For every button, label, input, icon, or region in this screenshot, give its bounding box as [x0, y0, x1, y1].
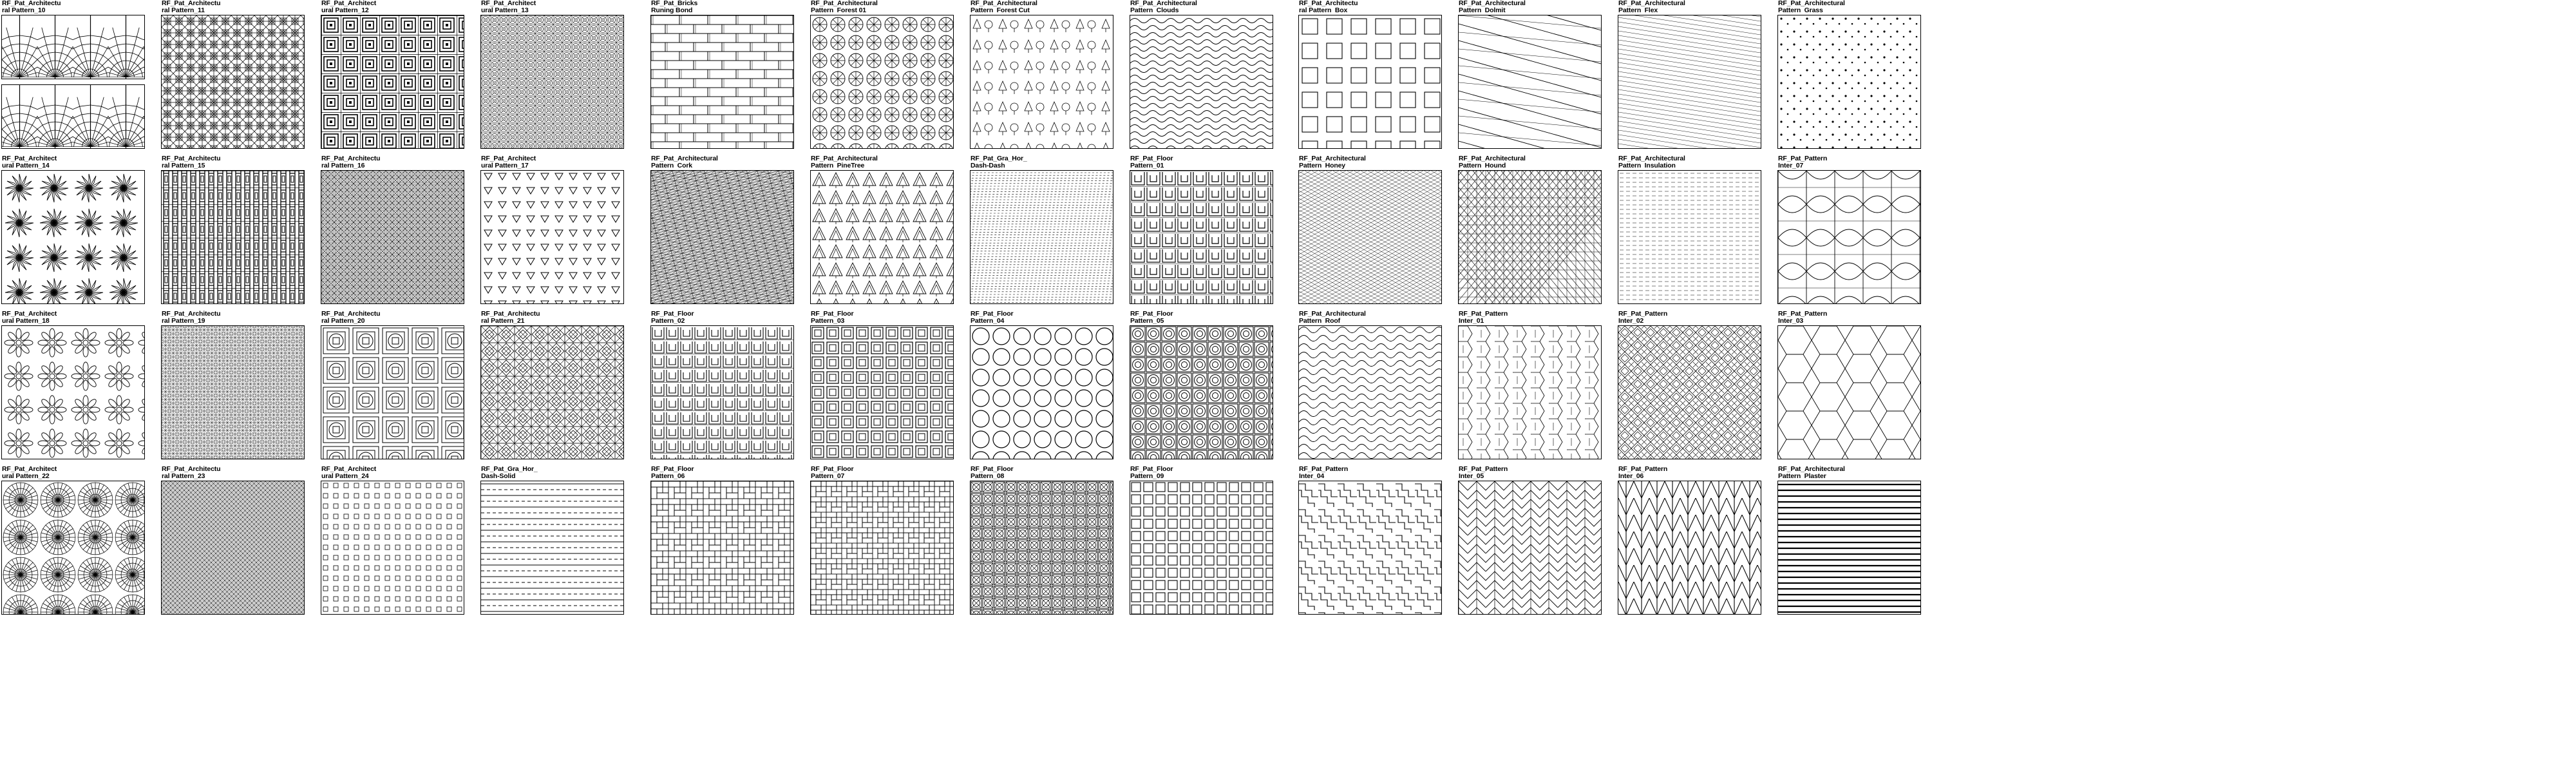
pattern-cell[interactable]: [1, 0, 151, 155]
pattern-item-name: Pattern_08: [971, 472, 1005, 481]
pattern-cell[interactable]: [161, 311, 310, 466]
pattern-item-name: Pattern PineTree: [811, 162, 865, 170]
pattern-family-name: RF_Pat_Architectural: [1459, 155, 1526, 162]
pattern-family-name: RF_Pat_Pattern: [1299, 465, 1349, 473]
pattern-swatch[interactable]: [970, 170, 1113, 304]
pattern-swatch[interactable]: [161, 481, 305, 615]
pattern-cell[interactable]: [650, 311, 800, 466]
pattern-item-name: Pattern Plaster: [1778, 472, 1826, 481]
pattern-swatch[interactable]: [1, 170, 145, 304]
pattern-label: [1298, 466, 1448, 481]
pattern-swatch[interactable]: [650, 170, 794, 304]
pattern-family-name: RF_Pat_Architect: [2, 310, 57, 318]
pattern-label: [650, 155, 800, 170]
pattern-cell[interactable]: [970, 155, 1119, 311]
pattern-item-name: Inter_05: [1459, 472, 1484, 481]
pattern-cell[interactable]: [161, 155, 310, 311]
pattern-swatch[interactable]: [1298, 170, 1442, 304]
pattern-cell[interactable]: [810, 466, 960, 621]
pattern-family-name: RF_Pat_Architectural: [1459, 0, 1526, 7]
pattern-label: [1130, 0, 1279, 15]
pattern-family-name: RF_Pat_Architectural: [811, 0, 878, 7]
pattern-cell[interactable]: [970, 0, 1119, 155]
pattern-label: [1777, 0, 1927, 15]
pattern-label: [161, 155, 310, 170]
pattern-cell[interactable]: [1777, 0, 1927, 155]
pattern-item-name: Pattern Clouds: [1130, 6, 1179, 15]
pattern-item-name: Pattern Grass: [1778, 6, 1823, 15]
pattern-label: [970, 155, 1119, 170]
pattern-family-name: RF_Pat_Pattern: [1459, 465, 1508, 473]
pattern-item-name: ural Pattern_17: [481, 162, 529, 170]
pattern-family-name: RF_Pat_Floor: [971, 465, 1014, 473]
pattern-cell[interactable]: [1777, 311, 1927, 466]
pattern-swatch[interactable]: [1618, 15, 1761, 149]
pattern-swatch[interactable]: [1777, 325, 1921, 459]
pattern-item-name: ral Pattern Box: [1299, 6, 1348, 15]
pattern-cell[interactable]: [1777, 155, 1927, 311]
pattern-label: [321, 0, 470, 15]
pattern-item-name: ral Pattern_11: [162, 6, 205, 15]
pattern-cell[interactable]: [161, 466, 310, 621]
pattern-label: [810, 311, 960, 325]
pattern-label: [321, 466, 470, 481]
pattern-swatch[interactable]: [810, 325, 954, 459]
pattern-family-name: RF_Pat_Architectural: [811, 155, 878, 162]
pattern-item-name: Inter_07: [1778, 162, 1804, 170]
pattern-item-name: ural Pattern_18: [2, 317, 50, 325]
pattern-swatch[interactable]: [480, 15, 624, 149]
pattern-swatch[interactable]: [970, 325, 1113, 459]
pattern-swatch[interactable]: [1618, 325, 1761, 459]
pattern-family-name: RF_Pat_Floor: [1130, 155, 1173, 162]
pattern-cell[interactable]: [1130, 155, 1279, 311]
pattern-family-name: RF_Pat_Floor: [651, 465, 694, 473]
pattern-label: [1, 0, 151, 15]
pattern-swatch-top: [1, 15, 145, 79]
pattern-item-name: Runing Bond: [651, 6, 693, 15]
pattern-swatch[interactable]: [1777, 15, 1921, 149]
pattern-swatch[interactable]: [650, 325, 794, 459]
pattern-item-name: ural Pattern_14: [2, 162, 50, 170]
pattern-family-name: RF_Pat_Floor: [651, 310, 694, 318]
pattern-family-name: RF_Pat_Architectu: [162, 0, 221, 7]
pattern-item-name: Pattern Flex: [1618, 6, 1658, 15]
pattern-cell[interactable]: [1, 155, 151, 311]
pattern-item-name: Inter_01: [1459, 317, 1484, 325]
pattern-item-name: ural Pattern_13: [481, 6, 529, 15]
pattern-family-name: RF_Pat_Architectural: [1618, 0, 1685, 7]
pattern-family-name: RF_Pat_Floor: [971, 310, 1014, 318]
pattern-family-name: RF_Pat_Architectural: [1299, 310, 1366, 318]
pattern-family-name: RF_Pat_Architectu: [2, 0, 61, 7]
pattern-label: [1130, 466, 1279, 481]
pattern-swatch[interactable]: [1777, 170, 1921, 304]
pattern-family-name: RF_Pat_Architectu: [1299, 0, 1358, 7]
pattern-family-name: RF_Pat_Architectural: [1778, 0, 1845, 7]
pattern-family-name: RF_Pat_Floor: [811, 465, 854, 473]
pattern-cell[interactable]: [1618, 155, 1767, 311]
pattern-item-name: ral Pattern_15: [162, 162, 205, 170]
pattern-swatch[interactable]: [161, 170, 305, 304]
pattern-item-name: Pattern_09: [1130, 472, 1164, 481]
pattern-item-name: Pattern Forest Cut: [971, 6, 1030, 15]
pattern-item-name: Pattern Hound: [1459, 162, 1506, 170]
pattern-swatch[interactable]: [321, 170, 464, 304]
pattern-swatch[interactable]: [480, 481, 624, 615]
pattern-cell[interactable]: [970, 311, 1119, 466]
pattern-block-right: [1298, 0, 1927, 621]
pattern-family-name: RF_Pat_Architectu: [162, 310, 221, 318]
pattern-cell[interactable]: [810, 0, 960, 155]
pattern-cell[interactable]: [810, 155, 960, 311]
pattern-swatch[interactable]: [1130, 325, 1273, 459]
pattern-label: [650, 311, 800, 325]
pattern-family-name: RF_Pat_Architectural: [1299, 155, 1366, 162]
pattern-item-name: ural Pattern_22: [2, 472, 50, 481]
pattern-family-name: RF_Pat_Architect: [2, 465, 57, 473]
pattern-cell[interactable]: [321, 466, 470, 621]
pattern-swatch[interactable]: [321, 325, 464, 459]
pattern-swatch[interactable]: [1458, 325, 1602, 459]
pattern-family-name: RF_Pat_Architectural: [971, 0, 1037, 7]
pattern-label: [480, 311, 630, 325]
pattern-label: [161, 311, 310, 325]
pattern-swatch[interactable]: [1298, 481, 1442, 615]
pattern-item-name: Pattern_03: [811, 317, 845, 325]
pattern-cell[interactable]: [810, 311, 960, 466]
pattern-label: [1777, 155, 1927, 170]
pattern-family-name: RF_Pat_Architectu: [321, 310, 381, 318]
pattern-cell[interactable]: [1458, 466, 1607, 621]
pattern-family-name: RF_Pat_Architectural: [1130, 0, 1197, 7]
pattern-item-name: Inter_06: [1618, 472, 1644, 481]
pattern-item-name: Pattern Roof: [1299, 317, 1340, 325]
pattern-label: [1618, 155, 1767, 170]
pattern-family-name: RF_Pat_Bricks: [651, 0, 698, 7]
pattern-swatch[interactable]: [810, 15, 954, 149]
pattern-cell[interactable]: [1618, 311, 1767, 466]
pattern-block-middle: [650, 0, 1279, 621]
pattern-label: [810, 0, 960, 15]
pattern-label: [1, 466, 151, 481]
pattern-swatch[interactable]: [1618, 481, 1761, 615]
pattern-item-name: Inter_03: [1778, 317, 1804, 325]
pattern-swatch[interactable]: [321, 15, 464, 149]
pattern-swatch[interactable]: [810, 170, 954, 304]
pattern-item-name: ral Pattern_16: [321, 162, 365, 170]
pattern-label: [970, 466, 1119, 481]
pattern-label: [1, 311, 151, 325]
pattern-item-name: Inter_02: [1618, 317, 1644, 325]
pattern-swatch[interactable]: [1298, 15, 1442, 149]
pattern-family-name: RF_Pat_Architectural: [651, 155, 718, 162]
pattern-swatch[interactable]: [1, 481, 145, 615]
pattern-family-name: RF_Pat_Architect: [481, 155, 536, 162]
pattern-cell[interactable]: [1298, 155, 1448, 311]
pattern-label: [650, 466, 800, 481]
pattern-family-name: RF_Pat_Architect: [481, 0, 536, 7]
pattern-item-name: Pattern Dolmit: [1459, 6, 1506, 15]
pattern-swatch[interactable]: [321, 481, 464, 615]
pattern-family-name: RF_Pat_Pattern: [1618, 310, 1668, 318]
pattern-cell[interactable]: [1458, 311, 1607, 466]
pattern-family-name: RF_Pat_Gra_Hor_: [481, 465, 538, 473]
pattern-item-name: Pattern_07: [811, 472, 845, 481]
pattern-family-name: RF_Pat_Floor: [1130, 310, 1173, 318]
pattern-swatch[interactable]: [810, 481, 954, 615]
pattern-label: [970, 0, 1119, 15]
pattern-label: [1618, 311, 1767, 325]
pattern-swatch[interactable]: [1618, 170, 1761, 304]
pattern-label: [321, 155, 470, 170]
pattern-label: [1298, 0, 1448, 15]
pattern-cell[interactable]: [1458, 0, 1607, 155]
pattern-cell[interactable]: [1, 311, 151, 466]
pattern-cell[interactable]: [480, 311, 630, 466]
pattern-label: [1618, 0, 1767, 15]
pattern-label: [1298, 311, 1448, 325]
pattern-label: [161, 466, 310, 481]
pattern-item-name: ural Pattern_24: [321, 472, 369, 481]
pattern-family-name: RF_Pat_Architect: [321, 465, 377, 473]
pattern-item-name: ural Pattern_12: [321, 6, 369, 15]
pattern-cell[interactable]: [650, 0, 800, 155]
pattern-cell[interactable]: [480, 466, 630, 621]
pattern-cell[interactable]: [161, 0, 310, 155]
pattern-cell[interactable]: [480, 155, 630, 311]
pattern-family-name: RF_Pat_Architectu: [162, 155, 221, 162]
pattern-label: [970, 311, 1119, 325]
pattern-label: [1130, 155, 1279, 170]
pattern-family-name: RF_Pat_Floor: [1130, 465, 1173, 473]
pattern-swatch[interactable]: [1298, 325, 1442, 459]
pattern-item-name: Dash-Solid: [481, 472, 516, 481]
pattern-label: [1458, 466, 1607, 481]
pattern-label: [650, 0, 800, 15]
pattern-item-name: ral Pattern_21: [481, 317, 525, 325]
pattern-swatch[interactable]: [1458, 170, 1602, 304]
pattern-cell[interactable]: [1130, 466, 1279, 621]
pattern-family-name: RF_Pat_Architectural: [1778, 465, 1845, 473]
pattern-cell[interactable]: [321, 0, 470, 155]
pattern-label: [810, 155, 960, 170]
pattern-swatch[interactable]: [1130, 481, 1273, 615]
pattern-swatch[interactable]: [970, 481, 1113, 615]
pattern-label: [1298, 155, 1448, 170]
pattern-swatch[interactable]: [1, 325, 145, 459]
pattern-label: [1130, 311, 1279, 325]
pattern-label: [480, 155, 630, 170]
pattern-label: [1458, 311, 1607, 325]
pattern-item-name: ral Pattern_10: [2, 6, 46, 15]
pattern-cell[interactable]: [321, 311, 470, 466]
pattern-label: [480, 0, 630, 15]
pattern-family-name: RF_Pat_Pattern: [1778, 155, 1828, 162]
pattern-item-name: Pattern Insulation: [1618, 162, 1676, 170]
pattern-item-name: Pattern_04: [971, 317, 1005, 325]
pattern-label: [1777, 311, 1927, 325]
pattern-swatch[interactable]: [480, 325, 624, 459]
pattern-swatch[interactable]: [1458, 481, 1602, 615]
pattern-cell[interactable]: [650, 155, 800, 311]
pattern-swatch[interactable]: [161, 325, 305, 459]
pattern-swatch-bottom: [1, 84, 145, 149]
pattern-item-name: Inter_04: [1299, 472, 1325, 481]
pattern-swatch[interactable]: [1777, 481, 1921, 615]
pattern-cell[interactable]: [970, 466, 1119, 621]
pattern-item-name: Pattern_06: [651, 472, 685, 481]
pattern-swatch[interactable]: [1130, 170, 1273, 304]
pattern-cell[interactable]: [1618, 466, 1767, 621]
pattern-family-name: RF_Pat_Pattern: [1459, 310, 1508, 318]
pattern-swatch[interactable]: [650, 15, 794, 149]
pattern-cell[interactable]: [1777, 466, 1927, 621]
pattern-item-name: ral Pattern_20: [321, 317, 365, 325]
pattern-label: [161, 0, 310, 15]
pattern-label: [480, 466, 630, 481]
pattern-cell[interactable]: [1298, 311, 1448, 466]
pattern-label: [1458, 0, 1607, 15]
pattern-cell[interactable]: [1130, 311, 1279, 466]
pattern-label: [1, 155, 151, 170]
pattern-cell[interactable]: [1, 466, 151, 621]
pattern-cell[interactable]: [1298, 0, 1448, 155]
pattern-label: [1618, 466, 1767, 481]
pattern-cell[interactable]: [321, 155, 470, 311]
pattern-family-name: RF_Pat_Pattern: [1778, 310, 1828, 318]
pattern-label: [1777, 466, 1927, 481]
pattern-cell[interactable]: [1130, 0, 1279, 155]
pattern-family-name: RF_Pat_Architectu: [162, 465, 221, 473]
pattern-cell[interactable]: [650, 466, 800, 621]
pattern-item-name: Pattern Forest 01: [811, 6, 866, 15]
pattern-label: [810, 466, 960, 481]
pattern-swatch[interactable]: [1130, 15, 1273, 149]
pattern-cell[interactable]: [1298, 466, 1448, 621]
pattern-item-name: Pattern Cork: [651, 162, 692, 170]
pattern-swatch[interactable]: [1, 15, 145, 149]
pattern-label: [321, 311, 470, 325]
pattern-item-name: Pattern_02: [651, 317, 685, 325]
pattern-item-name: Pattern_01: [1130, 162, 1164, 170]
pattern-swatch[interactable]: [480, 170, 624, 304]
pattern-family-name: RF_Pat_Architect: [321, 0, 377, 7]
pattern-family-name: RF_Pat_Floor: [811, 310, 854, 318]
pattern-swatch[interactable]: [970, 15, 1113, 149]
pattern-item-name: Pattern Honey: [1299, 162, 1345, 170]
pattern-cell[interactable]: [1618, 0, 1767, 155]
pattern-family-name: RF_Pat_Architectural: [1618, 155, 1685, 162]
pattern-label: [1458, 155, 1607, 170]
pattern-cell[interactable]: [1458, 155, 1607, 311]
pattern-cell[interactable]: [480, 0, 630, 155]
pattern-family-name: RF_Pat_Gra_Hor_: [971, 155, 1027, 162]
pattern-swatch[interactable]: [1458, 15, 1602, 149]
pattern-swatch[interactable]: [650, 481, 794, 615]
pattern-family-name: RF_Pat_Architectu: [321, 155, 381, 162]
pattern-family-name: RF_Pat_Architect: [2, 155, 57, 162]
pattern-item-name: ral Pattern_23: [162, 472, 205, 481]
pattern-swatch[interactable]: [161, 15, 305, 149]
pattern-block-left: [1, 0, 630, 621]
pattern-item-name: Pattern_05: [1130, 317, 1164, 325]
pattern-family-name: RF_Pat_Pattern: [1618, 465, 1668, 473]
pattern-family-name: RF_Pat_Architectu: [481, 310, 540, 318]
pattern-item-name: ral Pattern_19: [162, 317, 205, 325]
pattern-item-name: Dash-Dash: [971, 162, 1005, 170]
